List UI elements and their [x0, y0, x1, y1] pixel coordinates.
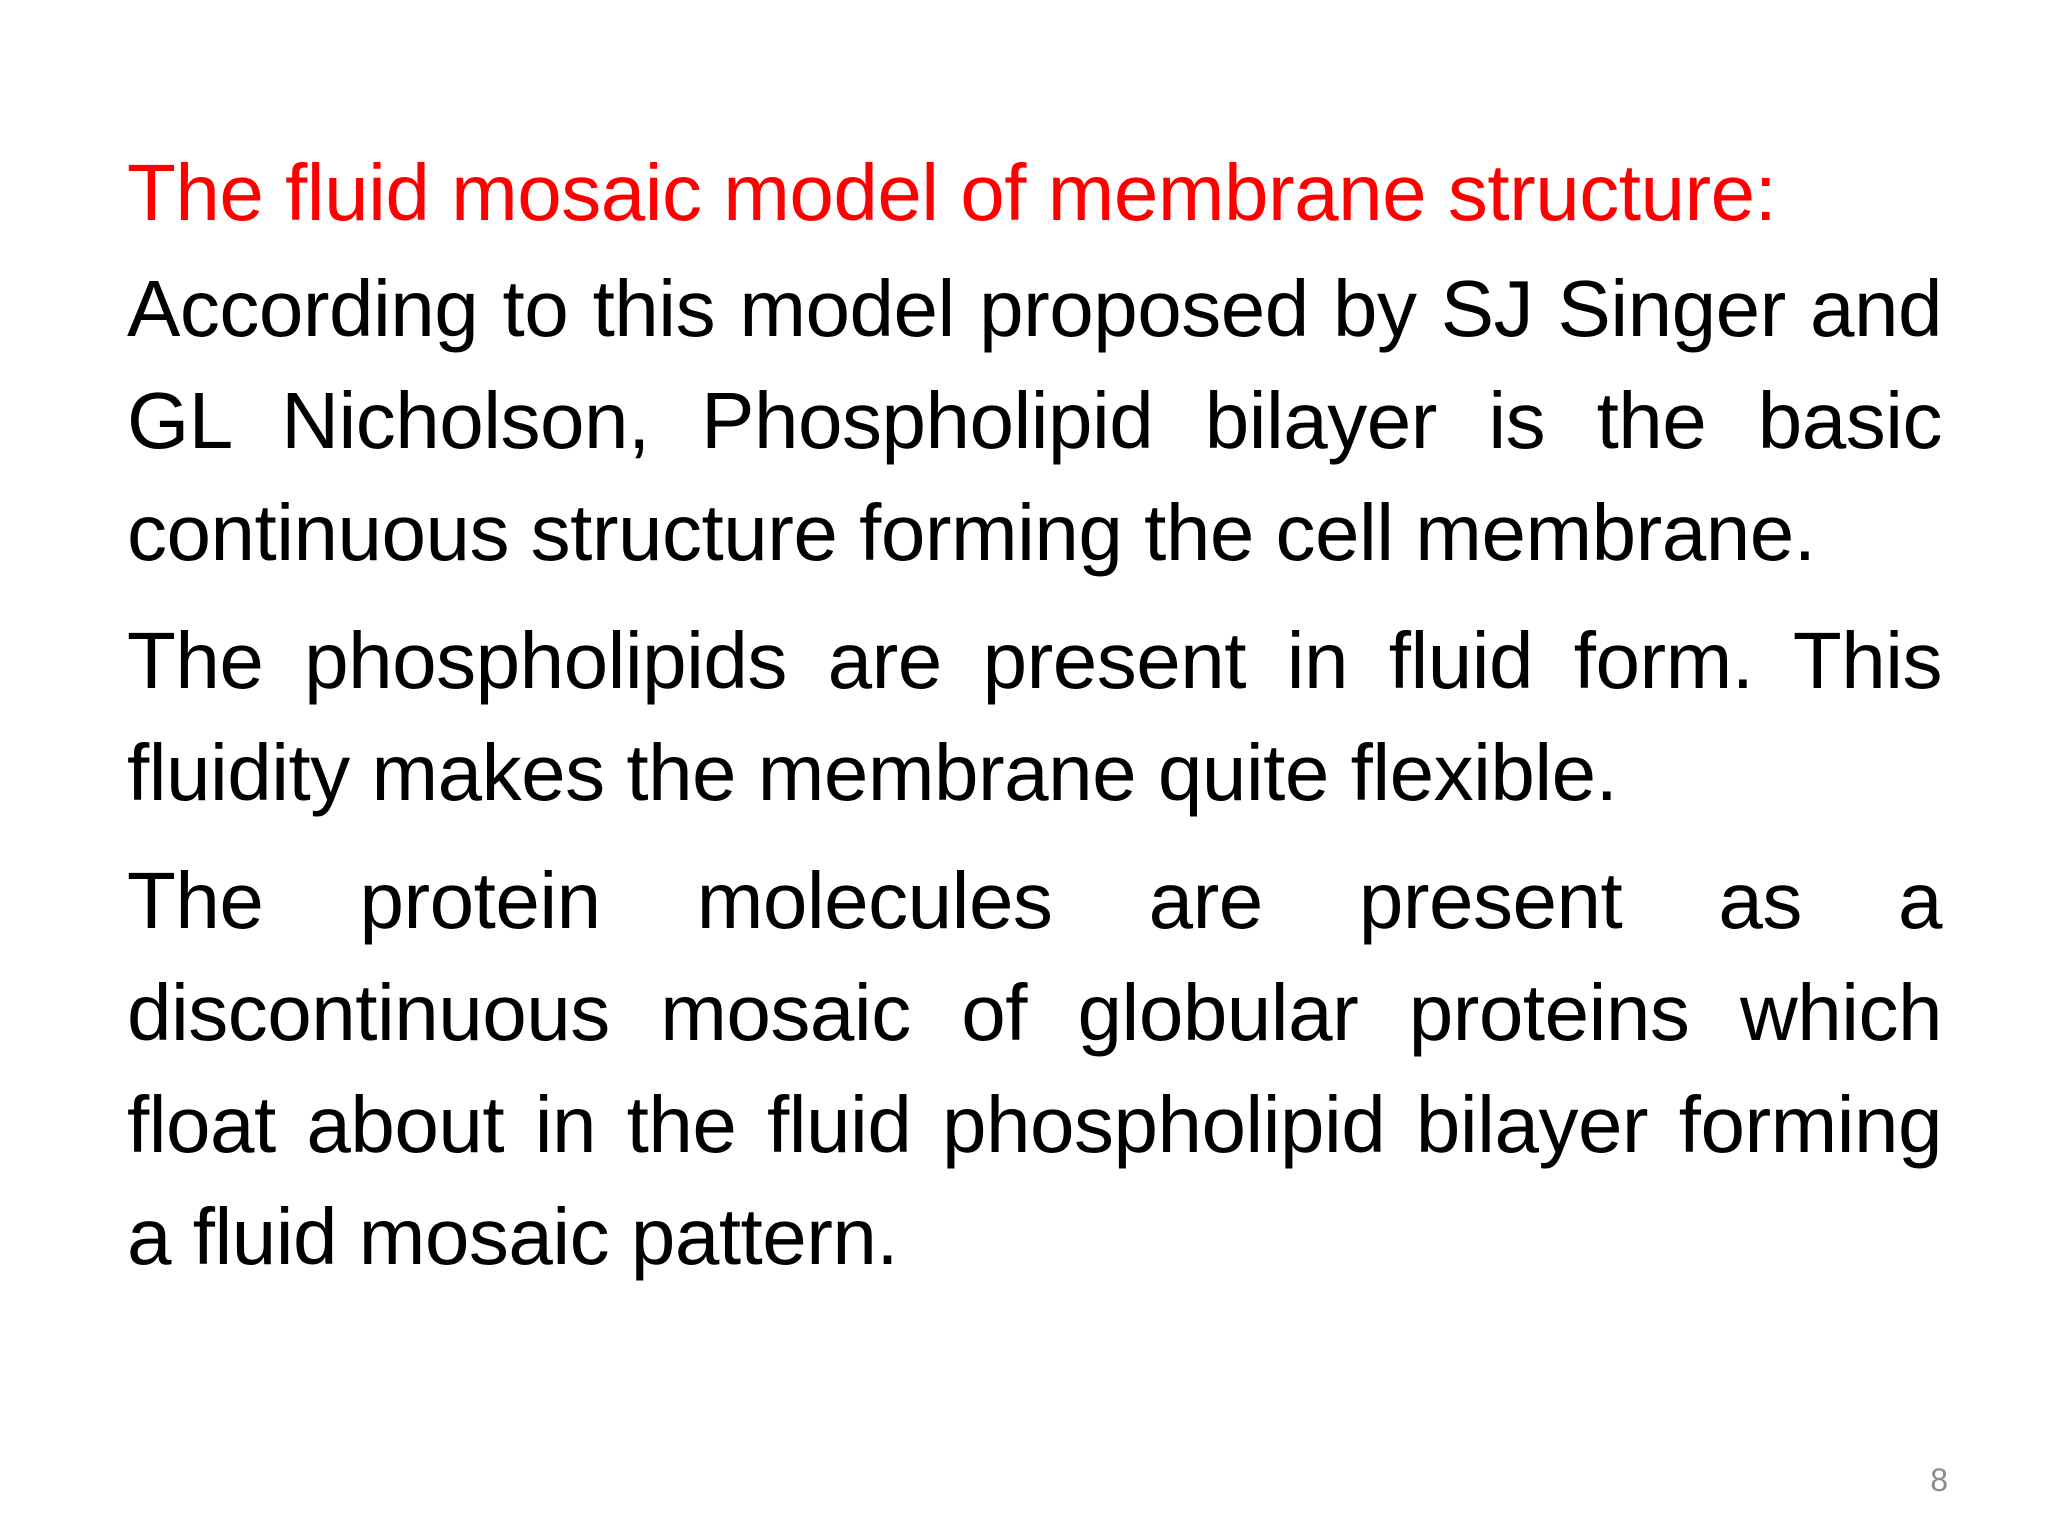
- slide-content: [127, 145, 1942, 1309]
- paragraph-singer-nicholson: According to this model proposed by SJ Singer and GL Nicholson, Phospholipid bilayer is the basic continuous structure forming the cell membrane.: [127, 264, 1942, 577]
- page-number: 8: [1930, 1462, 1948, 1498]
- paragraph-phospholipid-fluidity: The phospholipids are present in fluid form. This fluidity makes the membrane quite flexible.: [127, 616, 1942, 817]
- paragraph-protein-mosaic: The protein molecules are present as a discontinuous mosaic of globular proteins which float about in the fluid phospholipid bilayer forming a fluid mosaic pattern.: [127, 856, 1942, 1281]
- slide-heading: The fluid mosaic model of membrane structure:: [127, 148, 1777, 237]
